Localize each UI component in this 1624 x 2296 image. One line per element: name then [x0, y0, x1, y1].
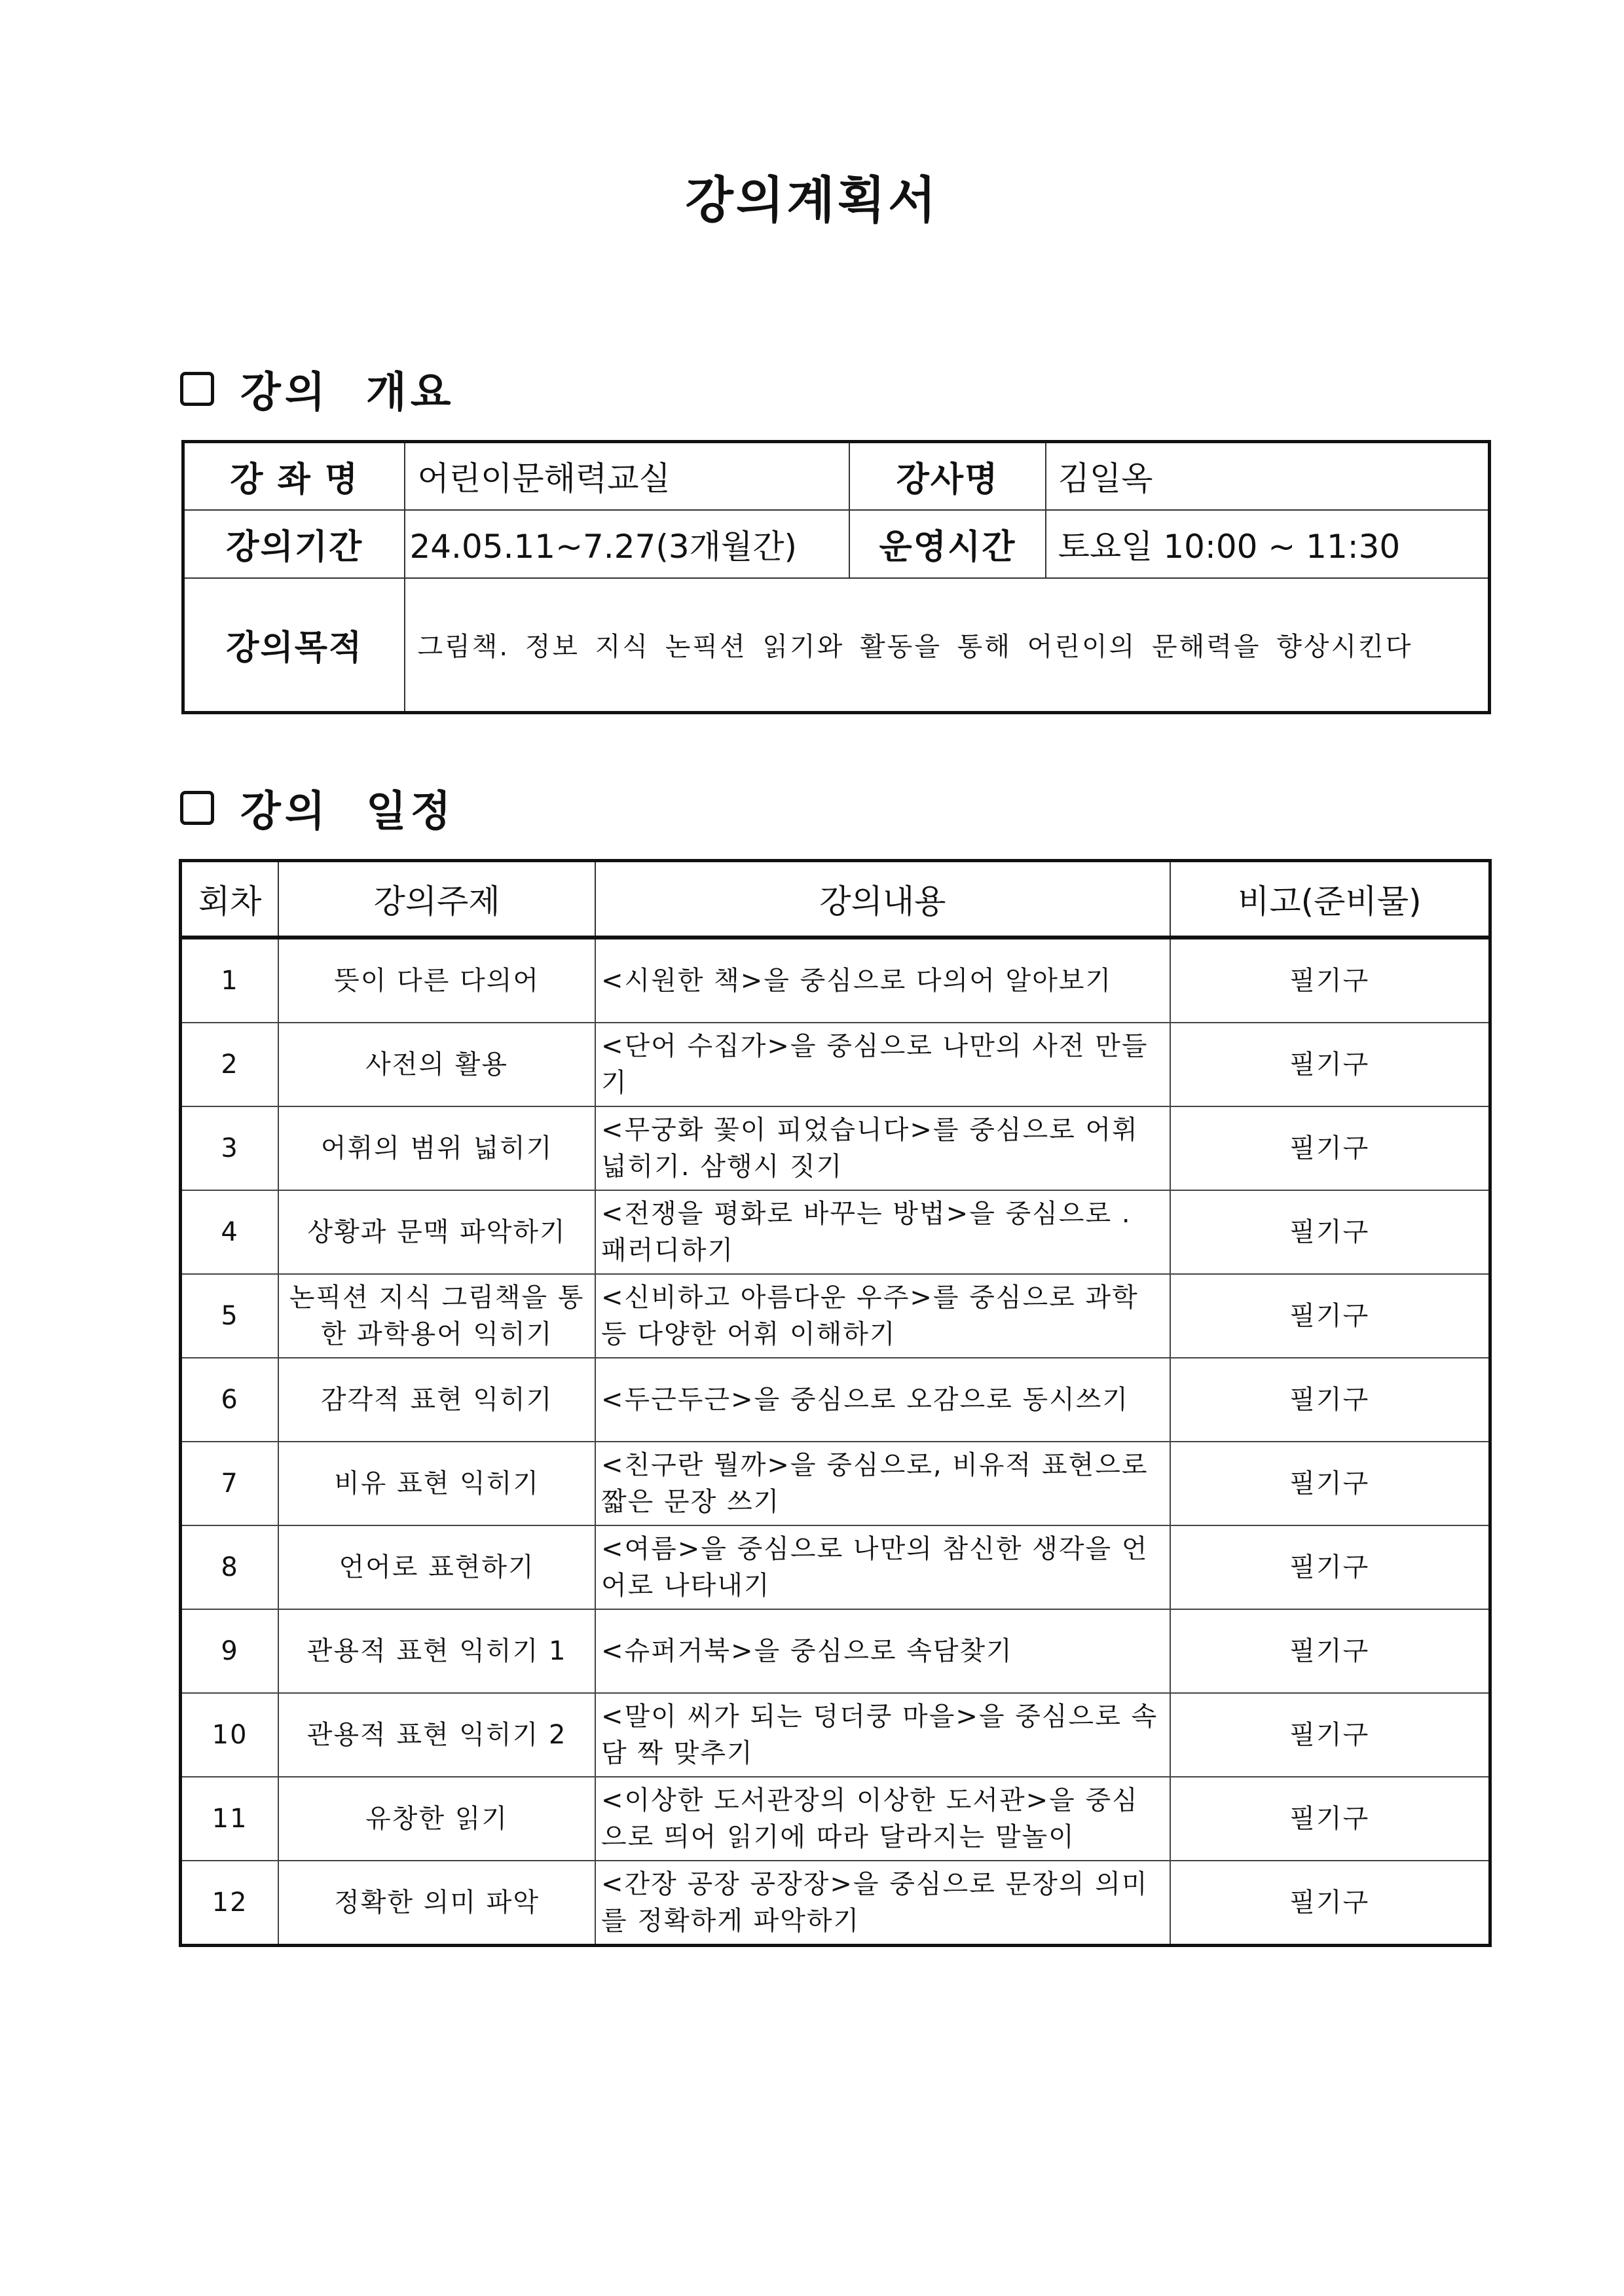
row-topic: 뜻이 다른 다의어 — [278, 938, 595, 1023]
row-number: 11 — [181, 1777, 279, 1861]
table-row — [181, 1274, 1490, 1358]
overview-heading-text: 강의 개요 — [240, 369, 455, 417]
period-value: 24.05.11~7.27(3개월간) — [405, 510, 849, 578]
row-number: 7 — [181, 1442, 279, 1525]
row-content: <시원한 책>을 중심으로 다의어 알아보기 — [595, 938, 1170, 1023]
row-note: 필기구 — [1170, 1023, 1490, 1106]
column-header: 강의내용 — [595, 861, 1170, 938]
column-header: 강의주제 — [278, 861, 595, 938]
page-title: 강의계획서 — [685, 171, 939, 229]
instructor-label: 강사명 — [849, 442, 1045, 510]
row-content: <단어 수집가>을 중심으로 나만의 사전 만들기 — [595, 1023, 1170, 1106]
row-topic: 논픽션 지식 그림책을 통한 과학용어 익히기 — [278, 1274, 595, 1358]
row-content: <말이 씨가 되는 덩더쿵 마을>을 중심으로 속담 짝 맞추기 — [595, 1693, 1170, 1777]
row-content: <간장 공장 공장장>을 중심으로 문장의 의미를 정확하게 파악하기 — [595, 1861, 1170, 1946]
row-number: 3 — [181, 1106, 279, 1190]
column-header: 회차 — [181, 861, 279, 938]
row-content: <무궁화 꽃이 피었습니다>를 중심으로 어휘 넓히기. 삼행시 짓기 — [595, 1106, 1170, 1190]
row-content: <친구란 뭘까>을 중심으로, 비유적 표현으로 짧은 문장 쓰기 — [595, 1442, 1170, 1525]
row-content: <이상한 도서관장의 이상한 도서관>을 중심으로 띄어 읽기에 따라 달라지는 말놀이 — [595, 1777, 1170, 1861]
checkbox-icon — [180, 791, 214, 825]
row-number: 4 — [181, 1190, 279, 1274]
row-number: 1 — [181, 938, 279, 1023]
row-note: 필기구 — [1170, 1190, 1490, 1274]
table-row — [181, 1525, 1490, 1609]
row-note: 필기구 — [1170, 1861, 1490, 1946]
row-topic: 관용적 표현 익히기 1 — [278, 1609, 595, 1693]
row-number: 12 — [181, 1861, 279, 1946]
overview-table — [181, 440, 1491, 714]
row-topic: 상황과 문맥 파악하기 — [278, 1190, 595, 1274]
row-topic: 어휘의 범위 넓히기 — [278, 1106, 595, 1190]
table-row — [181, 1023, 1490, 1106]
table-row — [181, 1442, 1490, 1525]
row-note: 필기구 — [1170, 1609, 1490, 1693]
row-number: 10 — [181, 1693, 279, 1777]
course-name-value: 어린이문해력교실 — [405, 442, 849, 510]
row-note: 필기구 — [1170, 1106, 1490, 1190]
row-number: 2 — [181, 1023, 279, 1106]
row-topic: 비유 표현 익히기 — [278, 1442, 595, 1525]
table-row — [181, 1609, 1490, 1693]
row-note: 필기구 — [1170, 1525, 1490, 1609]
hours-value: 토요일 10:00 ~ 11:30 — [1046, 510, 1490, 578]
table-row — [181, 1693, 1490, 1777]
hours-label: 운영시간 — [849, 510, 1045, 578]
purpose-value: 그림책. 정보 지식 논픽션 읽기와 활동을 통해 어린이의 문해력을 향상시킨다 — [405, 578, 1489, 713]
schedule-table — [179, 859, 1492, 1947]
row-content: <두근두근>을 중심으로 오감으로 동시쓰기 — [595, 1358, 1170, 1442]
row-content: <신비하고 아름다운 우주>를 중심으로 과학 등 다양한 어휘 이해하기 — [595, 1274, 1170, 1358]
row-number: 8 — [181, 1525, 279, 1609]
table-row — [181, 1106, 1490, 1190]
row-note: 필기구 — [1170, 1274, 1490, 1358]
row-number: 5 — [181, 1274, 279, 1358]
row-topic: 유창한 읽기 — [278, 1777, 595, 1861]
checkbox-icon — [180, 372, 214, 406]
table-row — [181, 1190, 1490, 1274]
row-topic: 언어로 표현하기 — [278, 1525, 595, 1609]
table-row — [181, 1358, 1490, 1442]
row-topic: 정확한 의미 파악 — [278, 1861, 595, 1946]
table-row — [181, 1861, 1490, 1946]
course-name-label: 강 좌 명 — [183, 442, 405, 510]
row-number: 9 — [181, 1609, 279, 1693]
row-content: <슈퍼거북>을 중심으로 속담찾기 — [595, 1609, 1170, 1693]
row-note: 필기구 — [1170, 1358, 1490, 1442]
table-row — [181, 938, 1490, 1023]
row-note: 필기구 — [1170, 938, 1490, 1023]
instructor-value: 김일옥 — [1046, 442, 1490, 510]
column-header: 비고(준비물) — [1170, 861, 1490, 938]
table-row — [181, 1777, 1490, 1861]
overview-heading — [180, 359, 455, 419]
row-note: 필기구 — [1170, 1693, 1490, 1777]
row-topic: 관용적 표현 익히기 2 — [278, 1693, 595, 1777]
row-number: 6 — [181, 1358, 279, 1442]
row-note: 필기구 — [1170, 1442, 1490, 1525]
schedule-heading-text: 강의 일정 — [240, 788, 455, 836]
row-content: <여름>을 중심으로 나만의 참신한 생각을 언어로 나타내기 — [595, 1525, 1170, 1609]
row-note: 필기구 — [1170, 1777, 1490, 1861]
period-label: 강의기간 — [183, 510, 405, 578]
row-content: <전쟁을 평화로 바꾸는 방법>을 중심으로 . 패러디하기 — [595, 1190, 1170, 1274]
row-topic: 감각적 표현 익히기 — [278, 1358, 595, 1442]
purpose-label: 강의목적 — [183, 578, 405, 713]
schedule-body — [181, 938, 1490, 1946]
schedule-heading — [180, 778, 455, 838]
row-topic: 사전의 활용 — [278, 1023, 595, 1106]
